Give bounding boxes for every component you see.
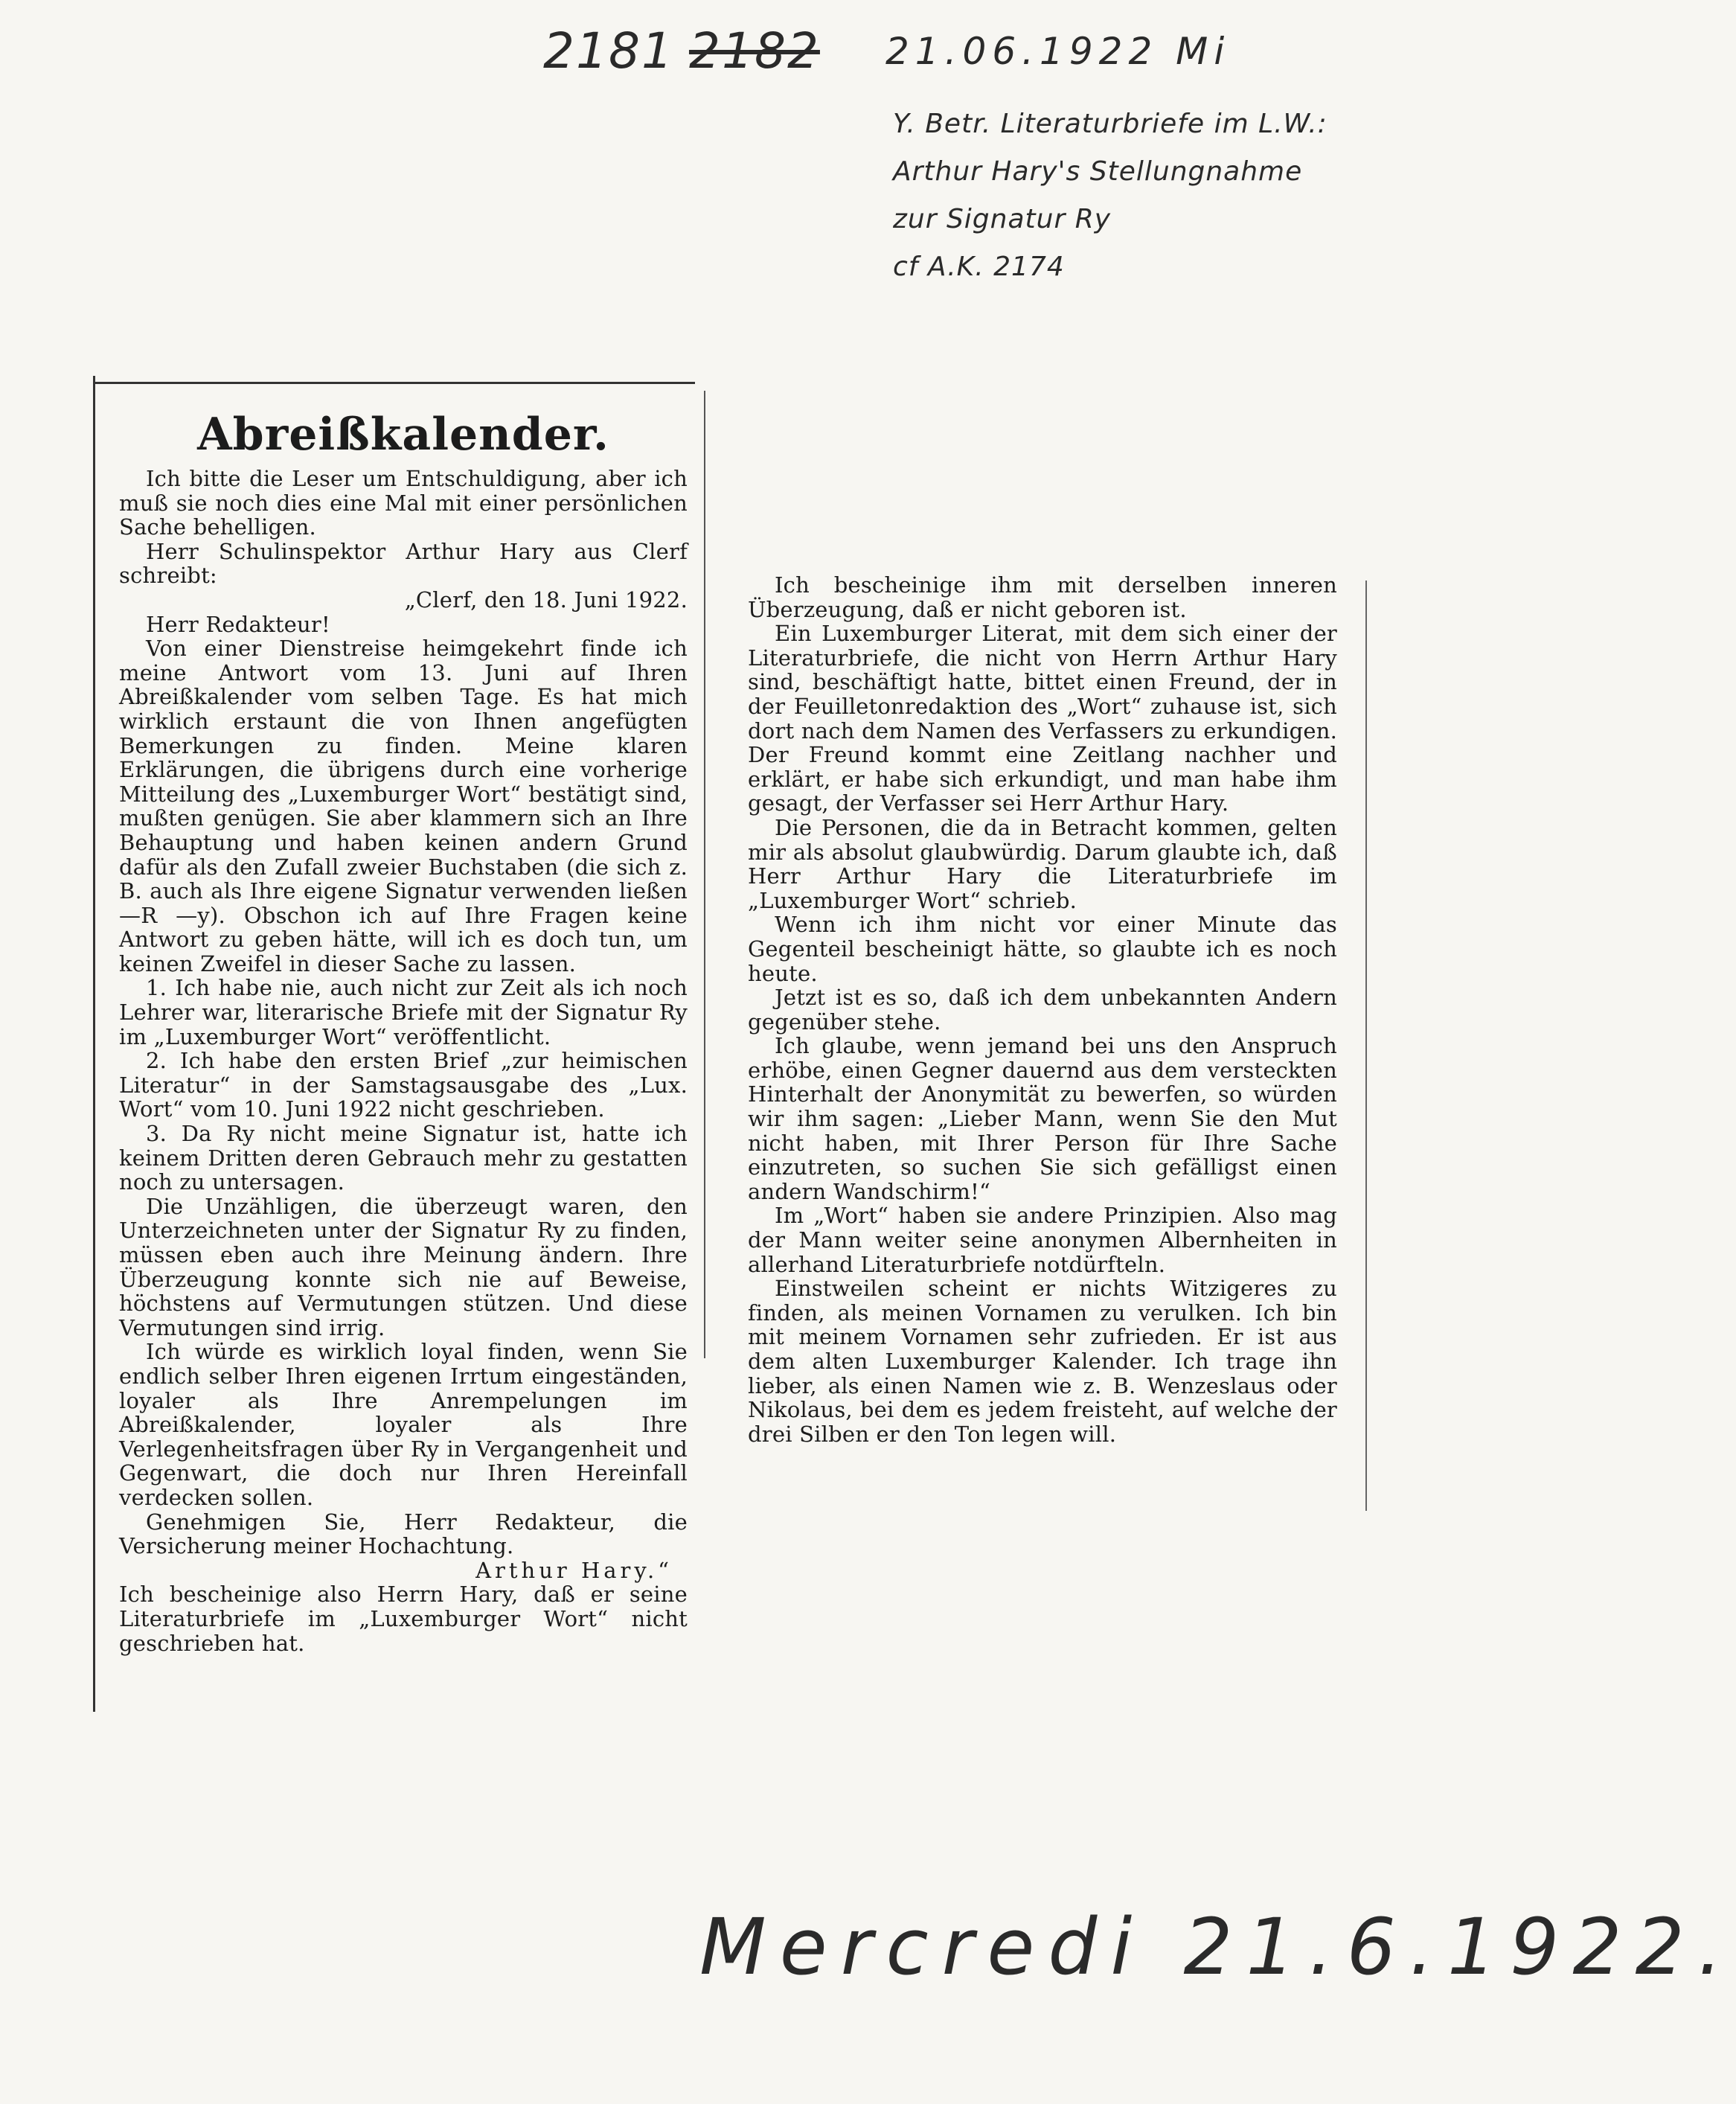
article-paragraph: Wenn ich ihm nicht vor einer Minute das Gegenteil bescheinigt hätte, so glaubte ich es noch heute. [748,912,1337,986]
clipping-left-column [89,376,705,1712]
article-paragraph: Ich würde es wirklich loyal finden, wenn Sie endlich selber Ihren eigenen Irrtum eingeständen, loyaler als Ihre Anrempelungen im Abreißkalender, loyaler als Ihre Verlegenheitsfragen über Ry in Vergangenheit und Gegenwart, die doch nur Ihren Hereinfall verdecken sollen. [119,1339,688,1510]
article-paragraph: Die Unzähligen, die überzeugt waren, den Unterzeichneten unter der Signatur Ry zu finden, müssen eben auch ihre Meinung ändern. Ihre Überzeugung konnte sich nie auf Beweise, höchstens auf Vermutungen stützen. Und diese Vermutungen sind irrig. [119,1193,688,1340]
handwritten-reference-note [893,100,1327,291]
article-body-right [748,573,1337,1446]
reference-note-line: Y. Betr. Literaturbriefe im L.W.: [893,109,1327,139]
article-paragraph: Herr Redakteur! [146,611,330,637]
handwritten-date: 21.06.1922 Mi [885,30,1231,73]
article-paragraph: Von einer Dienstreise heimgekehrt finde ich meine Antwort vom 13. Juni auf Ihren Abreißkalender vom selben Tage. Es hat mich wirklich erstaunt die von Ihnen angefügten Bemerkungen zu finden. Meine klaren Erklärungen, die übrigens durch eine vorherige Mitteilung des „Luxemburger Wort“ bestätigt sind, mußten genügen. Sie aber klammern sich an Ihre Behauptung und haben keinen andern Grund dafür als den Zufall zweier Buchstaben (die sich z. B. auch als Ihre eigene Signatur verwenden ließen —R —y). Obschon ich auf Ihre Fragen keine Antwort zu geben hätte, will ich es doch tun, um keinen Zweifel in dieser Sache zu lassen. [119,636,688,976]
reference-note-line: zur Signatur Ry [893,204,1112,234]
article-paragraph: Ich bescheinige also Herrn Hary, daß er seine Literaturbriefe im „Luxemburger Wort“ nicht geschrieben hat. [119,1582,688,1656]
handwritten-bottom-date: Mercredi 21.6.1922. [699,1902,1736,1992]
article-paragraph: „Clerf, den 18. Juni 1922. [404,586,688,613]
article-paragraph: Ich bitte die Leser um Entschuldigung, aber ich muß sie noch dies eine Mal mit einer persönlichen Sache behelligen. [119,466,688,540]
article-paragraph: Genehmigen Sie, Herr Redakteur, die Versicherung meiner Hochachtung. [119,1509,688,1559]
article-paragraph: Ich glaube, wenn jemand bei uns den Anspruch erhöbe, einen Gegner dauernd aus dem versteckten Hinterhalt der Anonymität zu bewerfen, so würden wir ihm sagen: „Lieber Mann, wenn Sie den Mut nicht haben, mit Ihrer Person für Ihre Sache einzutreten, so suchen Sie sich gefälligst einen andern Wandschirm!“ [748,1033,1337,1204]
article-paragraph: Jetzt ist es so, daß ich dem unbekannten Andern gegenüber stehe. [748,985,1337,1035]
reference-note-line: cf A.K. 2174 [893,252,1065,282]
article-paragraph: 3. Da Ry nicht meine Signatur ist, hatte ich keinem Dritten deren Gebrauch mehr zu gestatten noch zu untersagen. [119,1121,688,1195]
article-body-left [119,467,688,1655]
article-headline: Abreißkalender. [197,409,609,461]
article-paragraph: Einstweilen scheint er nichts Witzigeres zu finden, als meinen Vornamen zu verulken. Ich bin mit meinem Vornamen sehr zufrieden. Er ist aus dem alten Luxemburger Kalender. Ich trage ihn lieber, als einen Namen wie z. B. Wenzeslaus oder Nikolaus, bei dem es jedem freisteht, auf welche der drei Silben er den Ton legen will. [748,1276,1337,1447]
reference-note-line: Arthur Hary's Stellungnahme [893,156,1303,187]
archive-number-current: 2181 [543,22,674,80]
article-paragraph: Ich bescheinige ihm mit derselben inneren Überzeugung, daß er nicht geboren ist. [748,572,1337,622]
article-paragraph: 1. Ich habe nie, auch nicht zur Zeit als ich noch Lehrer war, literarische Briefe mit der Signatur Ry im „Luxemburger Wort“ veröffentlicht. [119,975,688,1049]
article-paragraph: 2. Ich habe den ersten Brief „zur heimischen Literatur“ in der Samstagsausgabe des „Lux. Wort“ vom 10. Juni 1922 nicht geschrieben. [119,1048,688,1122]
article-paragraph: Arthur Hary.“ [475,1557,673,1583]
archive-number [543,22,820,80]
article-paragraph: Ein Luxemburger Literat, mit dem sich einer der Literaturbriefe, die nicht von Herrn Arthur Hary sind, beschäftigt hatte, bittet einen Freund, der in der Feuilletonredaktion des „Wort“ zuhause ist, sich dort nach dem Namen des Verfassers zu erkundigen. Der Freund kommt eine Zeitlang nachher und erklärt, er habe sich erkundigt, und man habe ihm gesagt, der Verfasser sei Herr Arthur Hary. [748,621,1337,816]
article-paragraph: Die Personen, die da in Betracht kommen, gelten mir als absolut glaubwürdig. Darum glaubte ich, daß Herr Arthur Hary die Literaturbriefe im „Luxemburger Wort“ schrieb. [748,814,1337,913]
article-paragraph: Herr Schulinspektor Arthur Hary aus Clerf schreibt: [119,538,688,589]
clipping-right-column [726,573,1367,1541]
archive-number-struck: 2182 [688,22,820,80]
clipping-rule [94,382,695,384]
article-paragraph: Im „Wort“ haben sie andere Prinzipien. Also mag der Mann weiter seine anonymen Albernheiten in allerhand Literaturbriefe notdürfteln. [748,1203,1337,1277]
